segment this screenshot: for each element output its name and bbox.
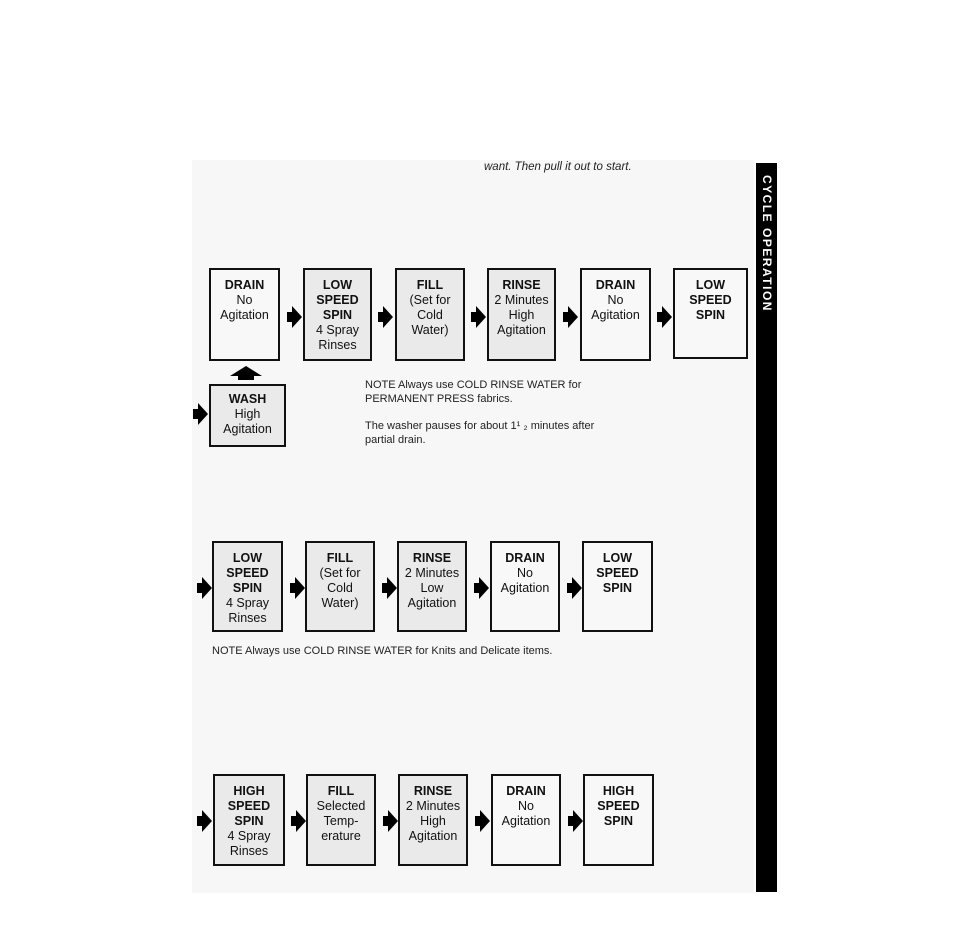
step-line: No bbox=[518, 799, 534, 813]
step-title: DRAIN bbox=[595, 278, 636, 292]
seq1-step-drain bbox=[209, 268, 280, 361]
step-line: Selected bbox=[316, 799, 366, 813]
step-title: FILL bbox=[326, 551, 354, 565]
step-title: RINSE bbox=[502, 278, 541, 292]
step-line: 2 Minutes bbox=[404, 566, 460, 580]
step-line: Agitation bbox=[591, 308, 640, 322]
seq2-step-low-speed-spin bbox=[212, 541, 283, 632]
section-sidebar bbox=[756, 163, 777, 892]
step-title: DRAIN bbox=[506, 784, 546, 798]
step-line: 4 Spray bbox=[225, 596, 270, 610]
step-title: WASH bbox=[228, 392, 267, 406]
step-title: HIGH SPEED SPIN bbox=[597, 784, 640, 828]
step-line: Water) bbox=[321, 596, 359, 610]
sidebar-label: CYCLE OPERATION bbox=[760, 175, 774, 312]
step-line: Rinses bbox=[228, 611, 267, 625]
step-line: Low bbox=[420, 581, 444, 595]
flow-arrow-icon bbox=[387, 577, 397, 599]
step-line: Agitation bbox=[500, 581, 550, 595]
flow-arrow-icon bbox=[198, 403, 208, 425]
step-title: LOW SPEED SPIN bbox=[689, 278, 732, 322]
step-line: Cold bbox=[327, 581, 353, 595]
step-line: 2 Minutes bbox=[494, 293, 549, 307]
step-line: No bbox=[607, 293, 624, 307]
flow-arrow-icon bbox=[476, 306, 486, 328]
flow-arrow-icon bbox=[568, 306, 578, 328]
seq1-step-drain-2 bbox=[580, 268, 651, 361]
step-line: (Set for bbox=[319, 566, 361, 580]
seq3-step-fill bbox=[306, 774, 376, 866]
seq1-step-wash bbox=[209, 384, 286, 447]
flow-arrow-icon bbox=[295, 577, 305, 599]
step-line: Temp- bbox=[323, 814, 359, 828]
step-line: Rinses bbox=[318, 338, 357, 352]
step-title: FILL bbox=[327, 784, 355, 798]
flow-arrow-icon bbox=[662, 306, 672, 328]
seq2-step-rinse bbox=[397, 541, 467, 632]
step-title: DRAIN bbox=[224, 278, 265, 292]
note-partial-drain: The washer pauses for about 1¹ ₂ minutes after partial drain. bbox=[365, 420, 595, 446]
step-line: Rinses bbox=[229, 844, 269, 858]
seq2-step-fill bbox=[305, 541, 375, 632]
flow-arrow-icon bbox=[388, 810, 398, 832]
seq3-step-drain bbox=[491, 774, 561, 866]
step-title: FILL bbox=[416, 278, 444, 292]
note-permanent-press: NOTE Always use COLD RINSE WATER for PERMANENT PRESS fabrics. bbox=[365, 379, 582, 405]
flow-arrow-icon bbox=[479, 577, 489, 599]
step-line: Agitation bbox=[408, 829, 458, 843]
flow-arrow-icon bbox=[202, 577, 212, 599]
step-line: Water) bbox=[411, 323, 449, 337]
flow-arrow-icon bbox=[572, 577, 582, 599]
step-title: LOW SPEED SPIN bbox=[316, 278, 359, 322]
step-title: RINSE bbox=[413, 784, 453, 798]
flow-arrow-icon bbox=[296, 810, 306, 832]
step-line: Agitation bbox=[407, 596, 457, 610]
step-title: LOW SPEED SPIN bbox=[226, 551, 269, 595]
seq3-step-high-speed-spin bbox=[213, 774, 285, 866]
step-line: Agitation bbox=[223, 422, 272, 436]
flow-arrow-icon bbox=[292, 306, 302, 328]
step-line: 4 Spray bbox=[227, 829, 271, 843]
step-title: LOW SPEED SPIN bbox=[596, 551, 639, 595]
flow-arrow-icon bbox=[480, 810, 490, 832]
step-line: Agitation bbox=[220, 308, 269, 322]
step-line: Agitation bbox=[501, 814, 551, 828]
seq1-step-low-speed-spin bbox=[303, 268, 372, 361]
step-line: High bbox=[420, 814, 446, 828]
seq2-step-drain bbox=[490, 541, 560, 632]
step-title: HIGH SPEED SPIN bbox=[227, 784, 271, 828]
step-line: Cold bbox=[417, 308, 443, 322]
step-line: (Set for bbox=[409, 293, 451, 307]
step-title: DRAIN bbox=[505, 551, 545, 565]
flow-arrow-icon bbox=[573, 810, 583, 832]
step-line: High bbox=[234, 407, 261, 421]
flow-arrow-icon bbox=[383, 306, 393, 328]
step-line: No bbox=[517, 566, 533, 580]
note-knits-delicates: NOTE Always use COLD RINSE WATER for Knits and Delicate items. bbox=[212, 645, 553, 657]
seq1-step-rinse bbox=[487, 268, 556, 361]
up-arrow-icon bbox=[230, 366, 262, 376]
step-line: erature bbox=[321, 829, 361, 843]
step-line: 2 Minutes bbox=[405, 799, 461, 813]
seq1-step-fill bbox=[395, 268, 465, 361]
intro-text: want. Then pull it out to start. bbox=[484, 161, 632, 173]
step-line: 4 Spray bbox=[315, 323, 360, 337]
seq1-step-low-speed-spin-2 bbox=[673, 268, 748, 359]
seq3-step-rinse bbox=[398, 774, 468, 866]
seq3-step-high-speed-spin-2 bbox=[583, 774, 654, 866]
seq2-step-low-speed-spin-2 bbox=[582, 541, 653, 632]
step-title: RINSE bbox=[412, 551, 452, 565]
step-line: High bbox=[508, 308, 535, 322]
step-line: No bbox=[236, 293, 253, 307]
step-line: Agitation bbox=[497, 323, 546, 337]
flow-arrow-icon bbox=[202, 810, 212, 832]
